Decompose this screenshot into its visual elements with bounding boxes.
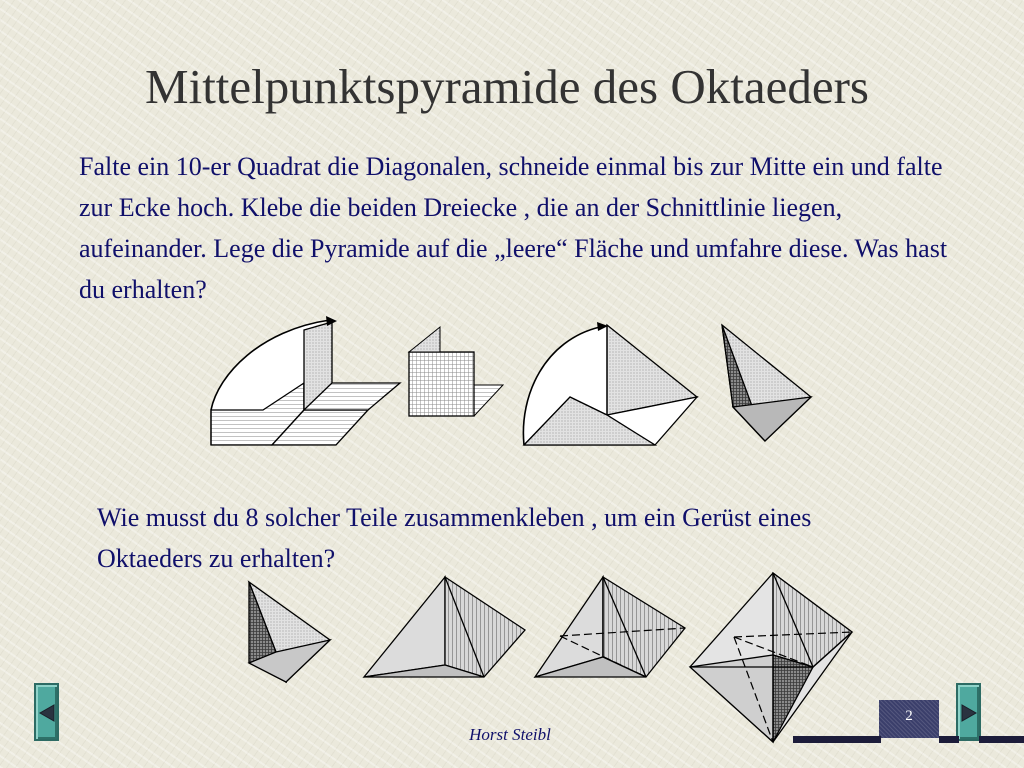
footer-bar xyxy=(939,736,959,743)
figure-octahedron-complete xyxy=(690,573,852,742)
footer-bar xyxy=(793,736,881,743)
figure-fold-step-2 xyxy=(409,327,503,416)
figure-fold-step-3 xyxy=(523,322,697,445)
next-slide-button[interactable] xyxy=(956,683,981,741)
figure-fold-step-1 xyxy=(211,316,400,445)
figure-octahedron-step-1 xyxy=(249,582,330,682)
question-paragraph: Wie musst du 8 solcher Teile zusammenkleben , um ein Gerüst eines Oktaeders zu erhalten? xyxy=(97,503,812,573)
previous-slide-button[interactable] xyxy=(34,683,59,741)
footer-bar xyxy=(979,736,1024,743)
slide-number: 2 xyxy=(905,708,913,724)
triangle-right-icon xyxy=(960,704,978,722)
author-footer: Horst Steibl xyxy=(469,725,551,744)
triangle-left-icon xyxy=(38,704,56,722)
figure-octahedron-step-3 xyxy=(535,577,685,677)
instruction-paragraph: Falte ein 10-er Quadrat die Diagonalen, schneide einmal bis zur Mitte ein und falte zur Ecke hoch. Klebe die beiden Dreiecke , die an der Schnittlinie liegen, aufeinander. Lege die Pyramide auf die „leere“ Fläche und umfahre diese. Was hast du erhalten? xyxy=(79,152,948,304)
figure-fold-step-4 xyxy=(722,325,811,441)
slide-title: Mittelpunktspyramide des Oktaeders xyxy=(145,59,869,114)
figure-octahedron-step-2 xyxy=(364,577,525,677)
